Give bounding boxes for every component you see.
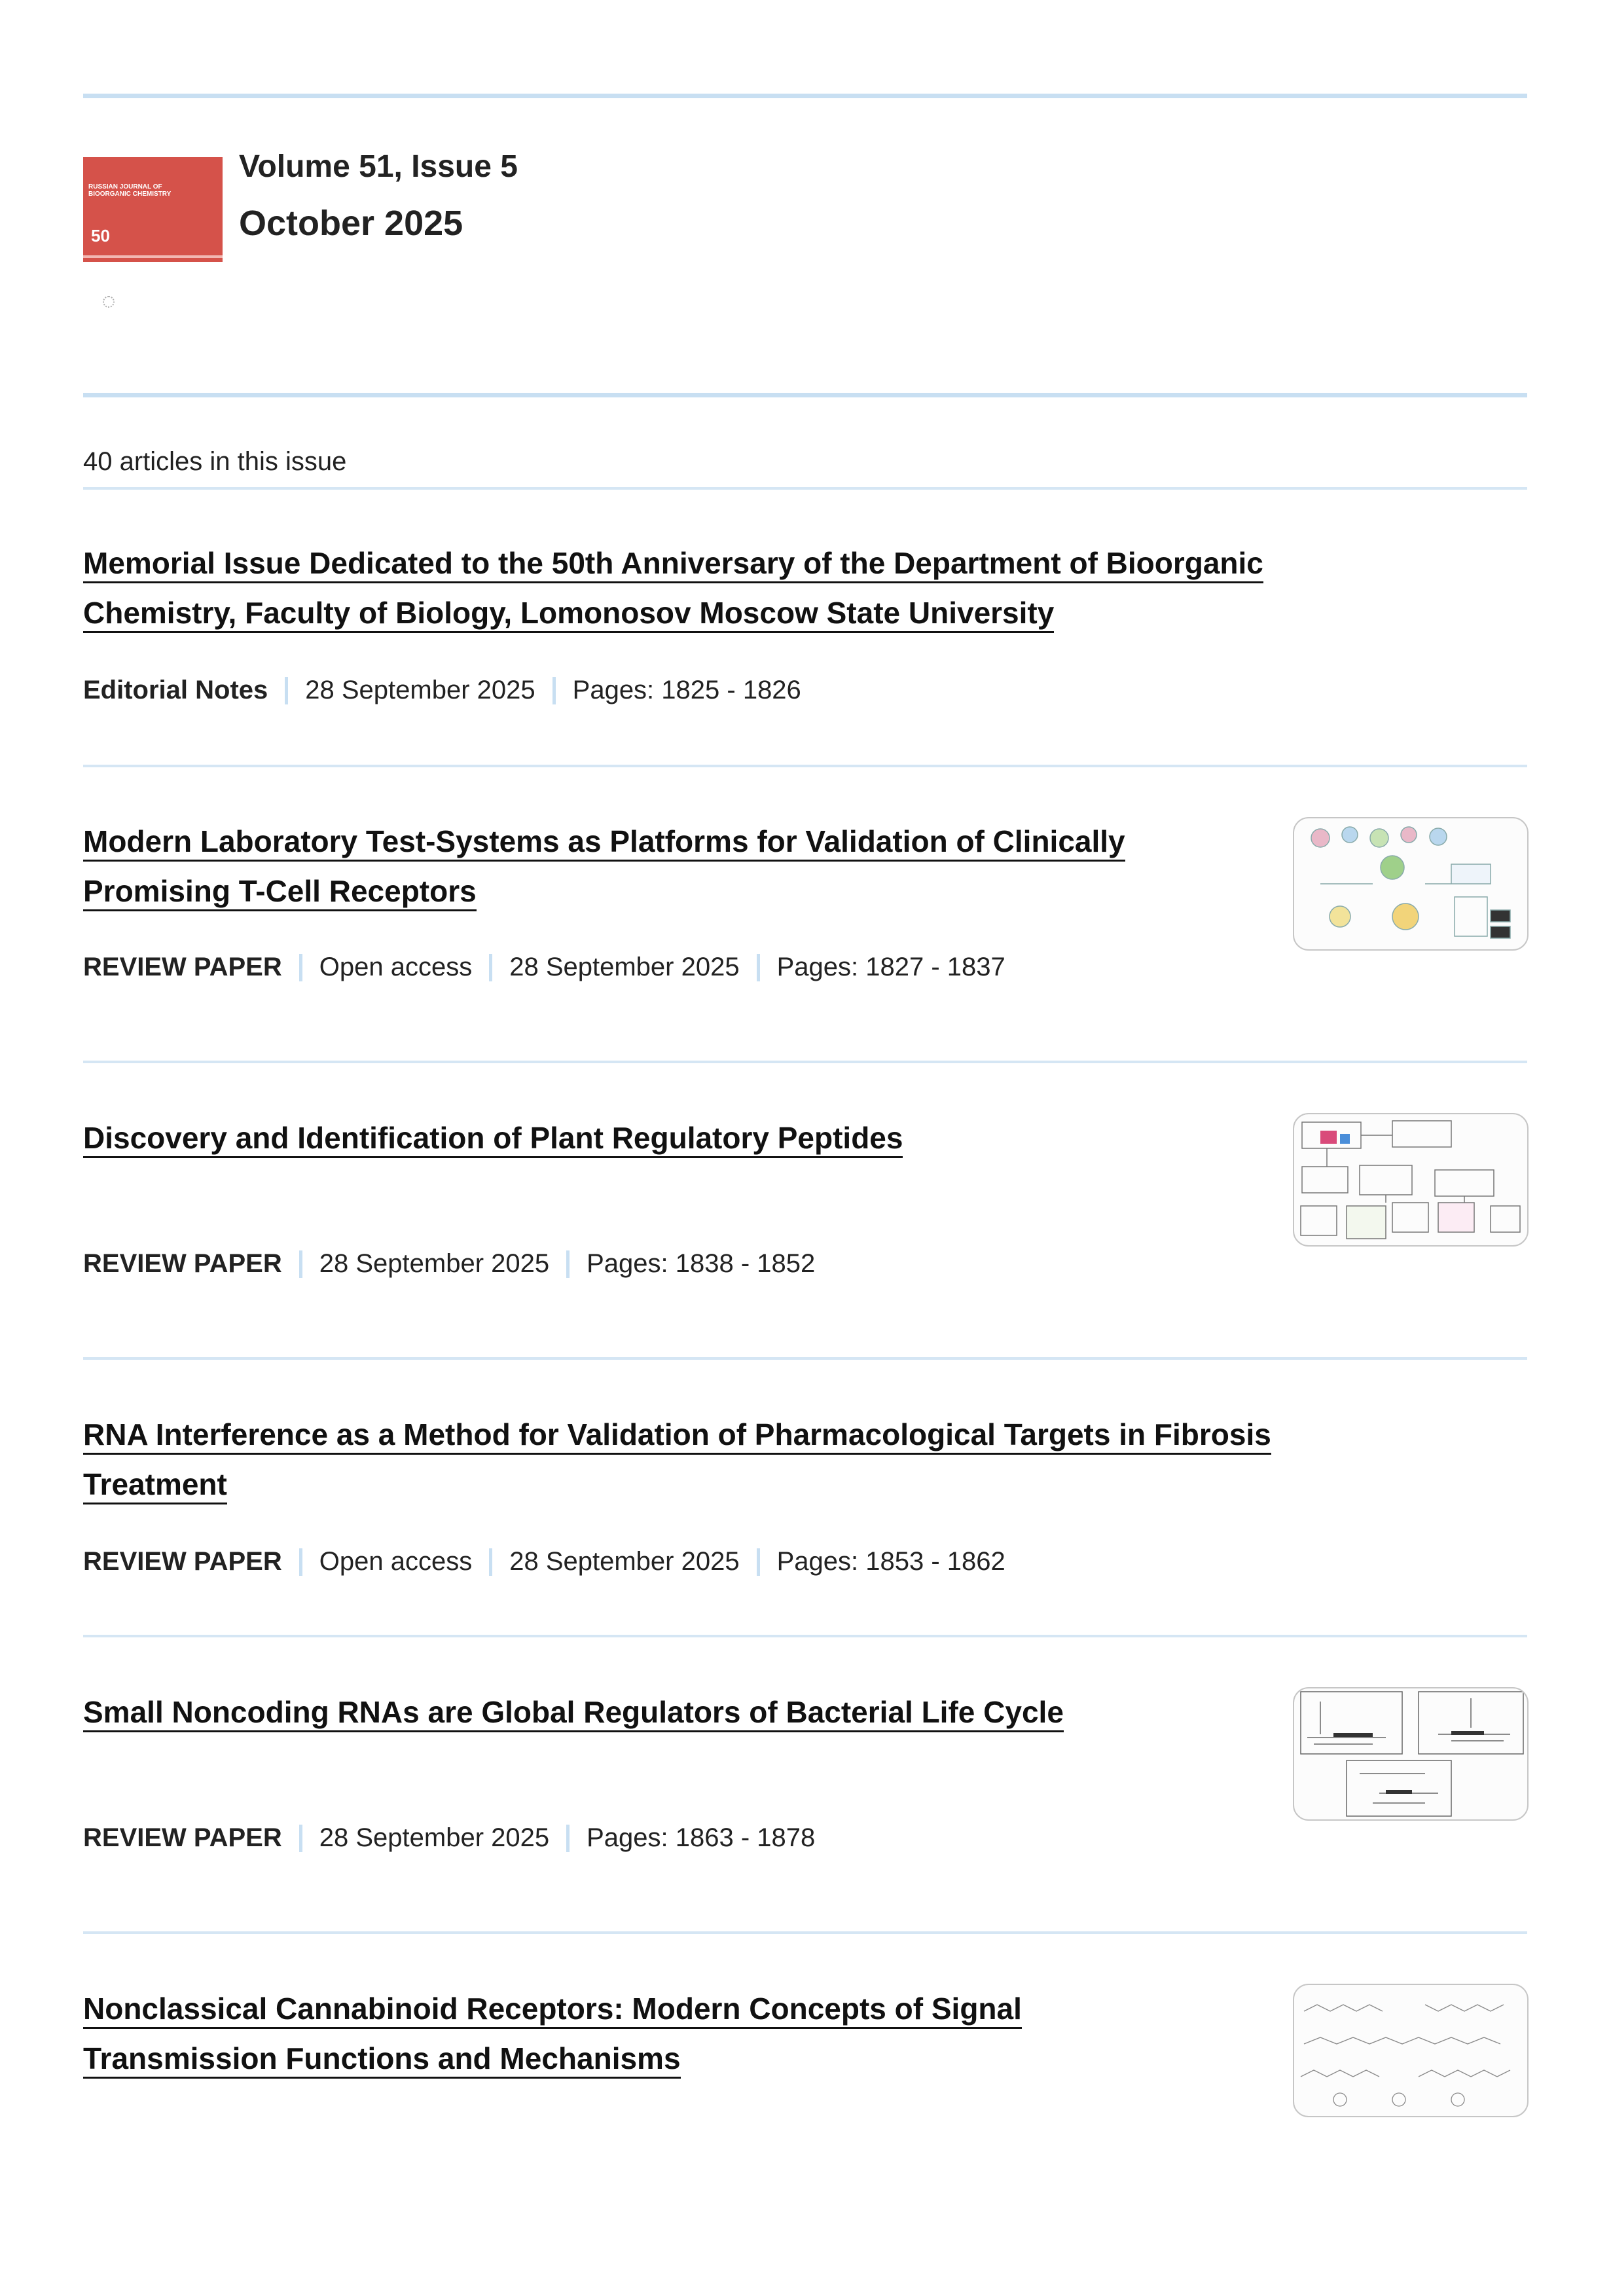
article-title-line[interactable]: Small Noncoding RNAs are Global Regulators of Bacterial Life Cycle — [83, 1695, 1064, 1732]
article-access: Open access — [319, 1547, 473, 1576]
article-title-link[interactable] — [83, 1984, 1022, 2083]
cover-image — [83, 157, 223, 262]
article-pages: Pages: 1853 - 1862 — [776, 1547, 1005, 1576]
article-title-line[interactable]: Memorial Issue Dedicated to the 50th Anniversary of the Department of Bioorganic — [83, 546, 1263, 583]
article-date: 28 September 2025 — [509, 1547, 740, 1576]
article-type: REVIEW PAPER — [83, 1249, 282, 1278]
meta-separator — [757, 1548, 760, 1576]
article-date: 28 September 2025 — [305, 676, 535, 704]
meta-separator — [757, 954, 760, 981]
article-meta — [83, 1249, 815, 1279]
journal-cover[interactable] — [83, 157, 223, 357]
cover-journal-title: RUSSIAN JOURNAL OF BIOORGANIC CHEMISTRY — [88, 183, 172, 198]
meta-separator — [489, 954, 492, 981]
issue-date: October 2025 — [239, 204, 463, 243]
article-date: 28 September 2025 — [319, 1823, 550, 1852]
list-divider — [83, 487, 1527, 490]
article-divider — [83, 1061, 1527, 1063]
meta-separator — [285, 677, 288, 704]
article-meta — [83, 1823, 815, 1853]
article-pages: Pages: 1825 - 1826 — [572, 676, 801, 704]
article-meta — [83, 1547, 1005, 1576]
meta-separator — [566, 1825, 570, 1852]
meta-separator — [552, 677, 556, 704]
meta-separator — [566, 1250, 570, 1278]
article-type: Editorial Notes — [83, 676, 268, 704]
meta-separator — [299, 1250, 302, 1278]
article-title-line[interactable]: RNA Interference as a Method for Validation of Pharmacological Targets in Fibrosis — [83, 1417, 1271, 1455]
article-title-line[interactable]: Nonclassical Cannabinoid Receptors: Modern Concepts of Signal — [83, 1992, 1022, 2029]
meta-separator — [299, 1825, 302, 1852]
article-title-link[interactable] — [83, 1687, 1064, 1737]
cover-stripe — [83, 255, 223, 258]
article-title-line[interactable]: Discovery and Identification of Plant Regulatory Peptides — [83, 1121, 903, 1158]
article-count: 40 articles in this issue — [83, 447, 347, 476]
article-title-link[interactable] — [83, 1410, 1271, 1509]
article-type: REVIEW PAPER — [83, 1823, 282, 1852]
issue-header — [83, 95, 1527, 396]
article-type: REVIEW PAPER — [83, 953, 282, 981]
article-pages: Pages: 1827 - 1837 — [776, 953, 1005, 981]
article-title-link[interactable] — [83, 1113, 903, 1163]
flowchart-abstract-icon[interactable] — [1293, 1113, 1529, 1247]
meta-separator — [299, 1548, 302, 1576]
article-meta — [83, 676, 801, 705]
article-item — [83, 1113, 1527, 1362]
chemical-structure-abstract-icon[interactable] — [1293, 1984, 1529, 2117]
article-divider — [83, 1931, 1527, 1934]
article-date: 28 September 2025 — [509, 953, 740, 981]
article-pages: Pages: 1863 - 1878 — [587, 1823, 816, 1852]
article-meta — [83, 953, 1005, 982]
article-title-link[interactable] — [83, 538, 1263, 638]
graphical-abstract-icon[interactable] — [1293, 817, 1529, 951]
article-title-line[interactable]: Promising T-Cell Receptors — [83, 874, 477, 911]
cover-number: 50 — [91, 226, 110, 246]
article-item — [83, 816, 1527, 1065]
publisher-logo — [103, 296, 208, 318]
meta-separator — [489, 1548, 492, 1576]
article-title-line[interactable]: Treatment — [83, 1467, 227, 1504]
article-item — [83, 1984, 1527, 2180]
issue-volume: Volume 51, Issue 5 — [239, 149, 518, 184]
article-type: REVIEW PAPER — [83, 1547, 282, 1576]
rna-diagram-abstract-icon[interactable] — [1293, 1687, 1529, 1821]
publisher-logo-icon — [103, 296, 115, 308]
article-divider — [83, 765, 1527, 767]
article-divider — [83, 1357, 1527, 1360]
article-divider — [83, 1635, 1527, 1637]
article-access: Open access — [319, 953, 473, 981]
article-title-line[interactable]: Chemistry, Faculty of Biology, Lomonosov Moscow State University — [83, 596, 1054, 633]
header-divider — [83, 393, 1527, 397]
article-date: 28 September 2025 — [319, 1249, 550, 1278]
article-title-line[interactable]: Modern Laboratory Test-Systems as Platforms for Validation of Clinically — [83, 824, 1125, 862]
article-item — [83, 538, 1527, 767]
article-title-link[interactable] — [83, 816, 1125, 916]
article-item — [83, 1410, 1527, 1639]
article-title-line[interactable]: Transmission Functions and Mechanisms — [83, 2041, 681, 2079]
article-pages: Pages: 1838 - 1852 — [587, 1249, 816, 1278]
meta-separator — [299, 954, 302, 981]
article-item — [83, 1687, 1527, 1936]
